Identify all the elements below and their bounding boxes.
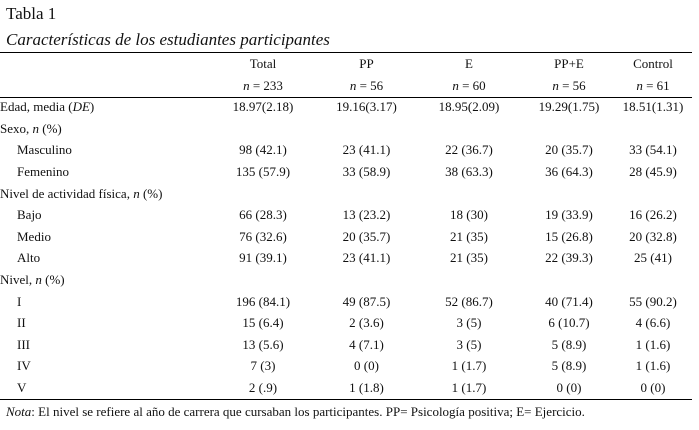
column-header: Total (249, 56, 277, 71)
table-cell: 2 (.9) (248, 379, 278, 395)
row-label (0, 377, 207, 399)
table-cell: 1 (1.7) (451, 379, 487, 395)
participants-table (0, 53, 692, 399)
row-label-part: Medio (17, 228, 51, 244)
table-cell (524, 269, 614, 291)
table-cell: 23 (41.1) (342, 250, 391, 266)
table-cell: 16 (26.2) (629, 207, 677, 223)
table-cell: 91 (39.1) (239, 250, 287, 266)
table-cell (207, 183, 319, 205)
bottom-rule (0, 399, 692, 400)
row-label-part: (%) (41, 271, 65, 287)
table-cell: 66 (28.3) (239, 207, 287, 223)
row-label (0, 269, 207, 291)
table-cell: 13 (5.6) (242, 336, 284, 352)
table-cell: 20 (35.7) (545, 142, 593, 158)
table-cell: 20 (35.7) (342, 228, 391, 244)
row-label-part: Edad, media ( (0, 99, 73, 115)
table-cell: 36 (64.3) (545, 163, 593, 179)
row-label-part: III (17, 336, 30, 352)
table-row (0, 334, 692, 356)
row-label-part: IV (17, 358, 31, 374)
row-label (0, 247, 207, 269)
table-cell: 22 (36.7) (445, 142, 493, 158)
table-cell: 15 (6.4) (242, 315, 284, 331)
row-label-part: n (133, 185, 140, 201)
table-cell: 0 (0) (640, 379, 666, 395)
table-cell: 76 (32.6) (239, 228, 287, 244)
table-cell: 33 (58.9) (342, 163, 391, 179)
table-cell: 1 (1.8) (349, 379, 384, 395)
row-label (0, 118, 207, 140)
n-value: = 56 (356, 77, 384, 93)
n-value: = 233 (249, 77, 283, 93)
table-cell: 49 (87.5) (342, 293, 391, 309)
table-row (0, 355, 692, 377)
row-label (0, 96, 207, 118)
table-cell: 2 (3.6) (349, 315, 384, 331)
table-cell: 7 (3) (250, 358, 276, 374)
n-symbol: n (452, 77, 459, 93)
table-cell: 18.95(2.09) (438, 99, 500, 115)
n-value: = 61 (642, 77, 670, 93)
row-label (0, 355, 207, 377)
table-row (0, 139, 692, 161)
table-cell: 196 (84.1) (235, 293, 291, 309)
row-label (0, 226, 207, 248)
table-number: Tabla 1 (6, 4, 57, 23)
table-cell (414, 118, 524, 140)
table-cell: 19 (33.9) (545, 207, 593, 223)
table-cell: 15 (26.8) (545, 228, 593, 244)
table-cell: 22 (39.3) (545, 250, 593, 266)
header-row-sizes (0, 75, 692, 97)
table-cell: 23 (41.1) (342, 142, 391, 158)
table-cell (319, 183, 414, 205)
sample-size (319, 75, 414, 97)
row-label (0, 334, 207, 356)
table-cell (319, 269, 414, 291)
sample-size (207, 75, 319, 97)
column-header: E (465, 56, 473, 71)
column-header: PP (359, 56, 374, 71)
row-label (0, 204, 207, 226)
table-cell: 18 (30) (450, 207, 488, 223)
n-symbol: n (552, 77, 559, 93)
table-cell: 18.51(1.31) (622, 99, 684, 115)
row-label (0, 139, 207, 161)
row-label (0, 183, 207, 205)
n-value: = 56 (558, 77, 586, 93)
table-cell: 1 (1.6) (635, 336, 671, 352)
row-label-part: Masculino (17, 142, 72, 158)
n-value: = 60 (458, 77, 486, 93)
table-cell (319, 118, 414, 140)
row-label-part: Nivel, (0, 271, 36, 287)
row-label-part: I (17, 293, 22, 309)
table-cell: 33 (54.1) (629, 142, 677, 158)
table-cell: 19.16(3.17) (336, 99, 397, 115)
sample-size (414, 75, 524, 97)
table-row (0, 312, 692, 334)
row-label-part: ) (89, 99, 95, 115)
table-cell: 0 (0) (556, 379, 582, 395)
table-cell (207, 269, 319, 291)
table-cell: 3 (5) (456, 336, 482, 352)
table-cell: 21 (35) (450, 250, 488, 266)
table-cell: 20 (32.8) (629, 228, 677, 244)
table-row (0, 226, 692, 248)
n-symbol: n (349, 77, 357, 93)
row-label-part: V (17, 379, 27, 395)
table-cell: 21 (35) (450, 228, 488, 244)
table-cell: 25 (41) (634, 250, 672, 266)
table-cell: 5 (8.9) (551, 336, 587, 352)
note-text: : El nivel se refiere al año de carrera que cursaban los participantes. PP= Psicología positiva; E= Ejercicio. (31, 404, 585, 419)
table-cell: 5 (8.9) (551, 358, 587, 374)
sample-size (614, 75, 692, 97)
header-row-groups (0, 53, 692, 75)
table-row (0, 118, 692, 140)
table-title: Características de los estudiantes participantes (6, 30, 330, 49)
table-cell: 1 (1.7) (451, 358, 487, 374)
table-cell: 18.97(2.18) (232, 99, 294, 115)
header-empty-cell (0, 75, 207, 97)
row-label-part: Nivel de actividad física, (0, 185, 134, 201)
table-cell: 4 (6.6) (635, 315, 671, 331)
row-label (0, 161, 207, 183)
table-cell: 28 (45.9) (629, 163, 677, 179)
table-row (0, 161, 692, 183)
row-label (0, 312, 207, 334)
table-cell: 55 (90.2) (629, 293, 677, 309)
table-cell (614, 269, 692, 291)
table-cell (524, 118, 614, 140)
table-cell: 38 (63.3) (445, 163, 493, 179)
table-cell: 3 (5) (456, 315, 482, 331)
row-label-part: Bajo (17, 207, 42, 223)
row-label-part: (%) (139, 185, 163, 201)
table-cell: 1 (1.6) (635, 358, 671, 374)
note-lead: Nota (6, 404, 32, 419)
row-label-part: n (32, 120, 39, 136)
table-cell (414, 183, 524, 205)
column-header: Control (633, 56, 673, 71)
header-empty-cell (0, 53, 207, 75)
table-cell: 135 (57.9) (235, 163, 291, 179)
row-label-part: (%) (39, 120, 62, 136)
table-cell: 6 (10.7) (548, 315, 590, 331)
table-note (6, 404, 585, 420)
row-label-part: II (17, 315, 26, 331)
table-cell: 13 (23.2) (342, 207, 391, 223)
n-symbol: n (243, 77, 250, 93)
column-header: PP+E (554, 56, 584, 71)
table-cell (524, 183, 614, 205)
table-cell (207, 118, 319, 140)
table-row (0, 204, 692, 226)
row-label-part: Sexo, (0, 120, 33, 136)
table-cell: 4 (7.1) (349, 336, 384, 352)
table-cell (614, 118, 692, 140)
table-cell: 0 (0) (354, 358, 379, 374)
table-row (0, 269, 692, 291)
table-row (0, 183, 692, 205)
row-label (0, 291, 207, 313)
row-label-part: Alto (17, 250, 41, 266)
table-row (0, 377, 692, 399)
table-cell (414, 269, 524, 291)
table-cell: 40 (71.4) (545, 293, 593, 309)
sample-size (524, 75, 614, 97)
table-cell: 52 (86.7) (445, 293, 493, 309)
table-row (0, 291, 692, 313)
table-row (0, 96, 692, 118)
table-cell (614, 183, 692, 205)
row-label-part: Femenino (17, 163, 69, 179)
row-label-part: n (35, 271, 42, 287)
table-cell: 98 (42.1) (239, 142, 287, 158)
row-label-part: DE (72, 99, 90, 115)
table-cell: 19.29(1.75) (538, 99, 600, 115)
table-row (0, 247, 692, 269)
n-symbol: n (636, 77, 643, 93)
